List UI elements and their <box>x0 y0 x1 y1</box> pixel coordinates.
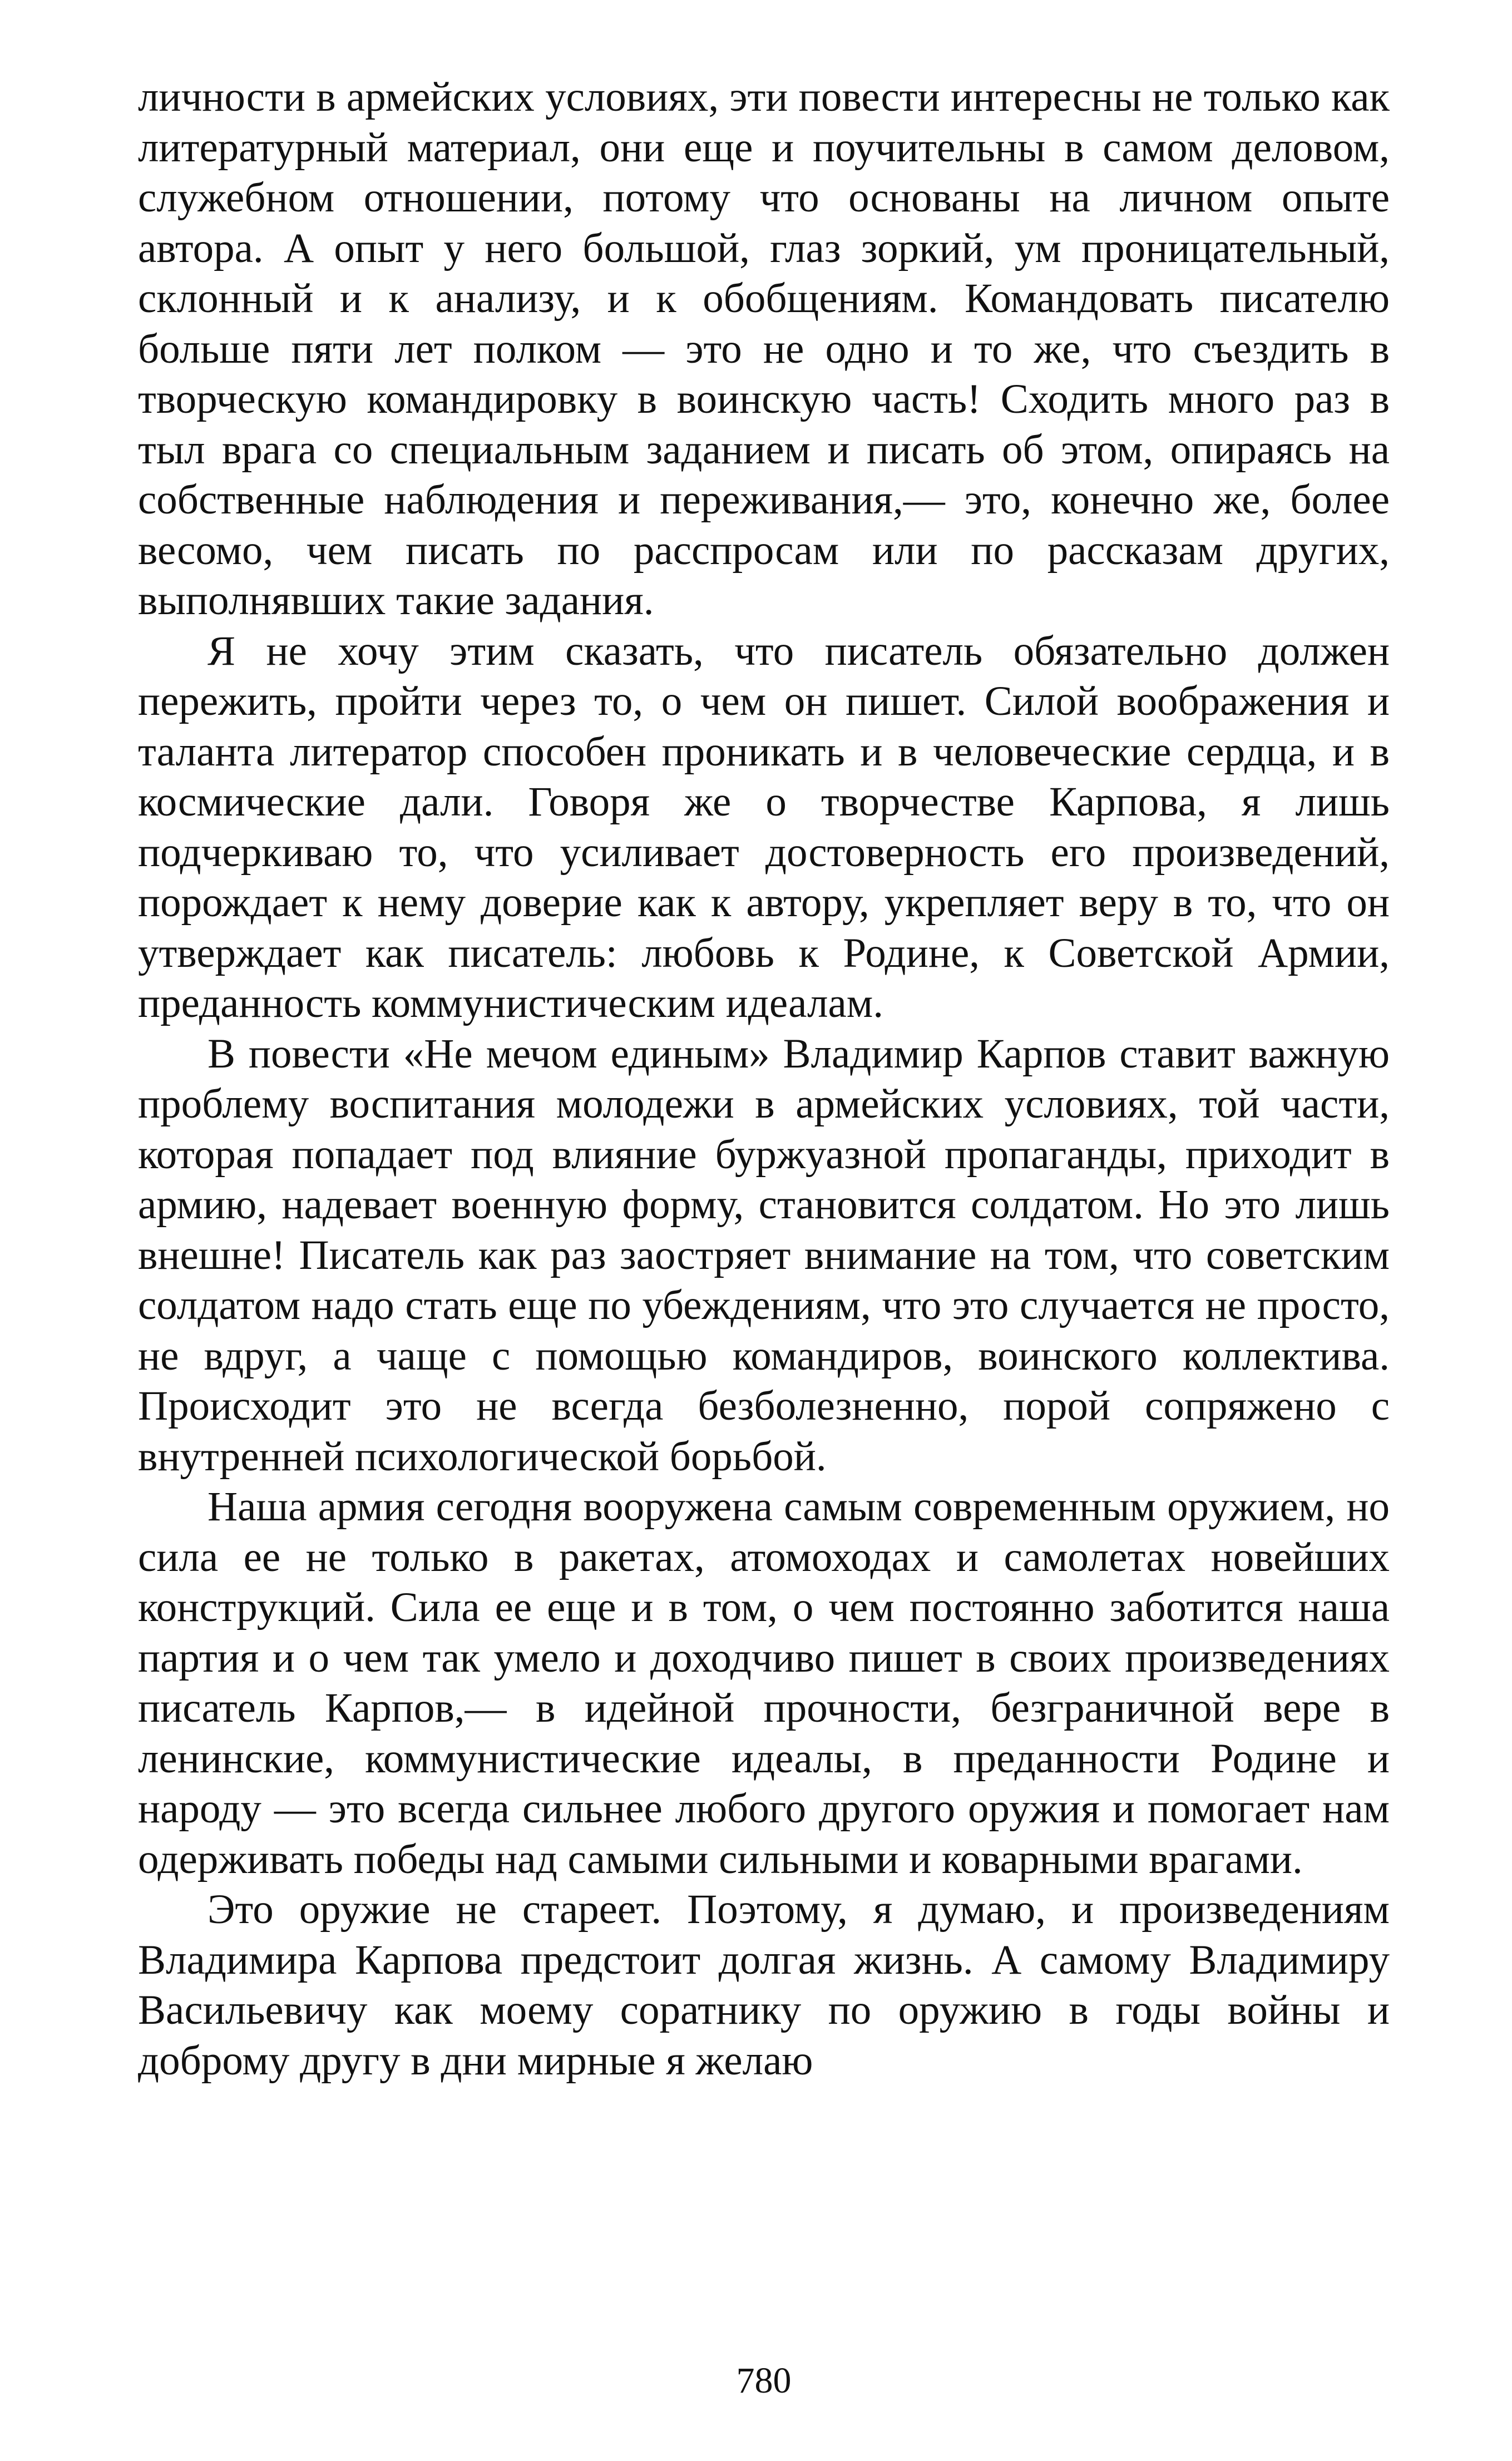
paragraph-1: личности в армейских условиях, эти повести интересны не только как литературный материал, они еще и поучительны в самом деловом, служебном отношении, потому что основаны на личном опыте автора. А опыт у него большой, глаз зоркий, ум проницательный, склонный и к анализу, и к обобщениям. Командовать писателю больше пяти лет полком — это не одно и то же, что съездить в творческую командировку в воинскую часть! Сходить много раз в тыл врага со специальным заданием и писать об этом, опираясь на собственные наблюдения и переживания,— это, конечно же, более весомо, чем писать по расспросам или по рассказам других, выполнявших такие задания. <box>138 74 1390 624</box>
paragraph-3: В повести «Не мечом единым» Владимир Карпов ставит важную проблему воспитания молодежи в армейских условиях, той части, которая попадает под влияние буржуазной пропаганды, приходит в армию, надевает военную форму, становится солдатом. Но это лишь внешне! Писатель как раз заостряет внимание на том, что советским солдатом надо стать еще по убеждениям, что это случается не просто, не вдруг, а чаще с помощью командиров, воинского коллектива. Происходит это не всегда безболезненно, порой сопряжено с внутренней психологической борьбой. <box>138 1030 1390 1480</box>
paragraph-4: Наша армия сегодня вооружена самым современным оружием, но сила ее не только в ракетах, атомоходах и самолетах новейших конструкций. Сила ее еще и в том, о чем постоянно заботится наша партия и о чем так умело и доходчиво пишет в своих произведениях писатель Карпов,— в идейной прочности, безграничной вере в ленинские, коммунистические идеалы, в преданности Родине и народу — это всегда сильнее любого другого оружия и помогает нам одерживать победы над самыми сильными и коварными врагами. <box>138 1484 1390 1882</box>
page-number: 780 <box>736 2360 792 2401</box>
paragraph-5: Это оружие не стареет. Поэтому, я думаю, и произведениям Владимира Карпова предстоит долгая жизнь. А самому Владимиру Васильевичу как моему соратнику по оружию в годы войны и доброму другу в дни мирные я желаю <box>138 1886 1390 2084</box>
book-page <box>138 72 1390 2401</box>
paragraph-2: Я не хочу этим сказать, что писатель обязательно должен пережить, пройти через то, о чем он пишет. Силой воображения и таланта литератор способен проникать и в человеческие сердца, и в космические дали. Говоря же о творчестве Карпова, я лишь подчеркиваю то, что усиливает достоверность его произведений, порождает к нему доверие как к автору, укрепляет веру в то, что он утверждает как писатель: любовь к Родине, к Советской Армии, преданность коммунистическим идеалам. <box>138 627 1390 1026</box>
body-text <box>138 72 1390 2086</box>
